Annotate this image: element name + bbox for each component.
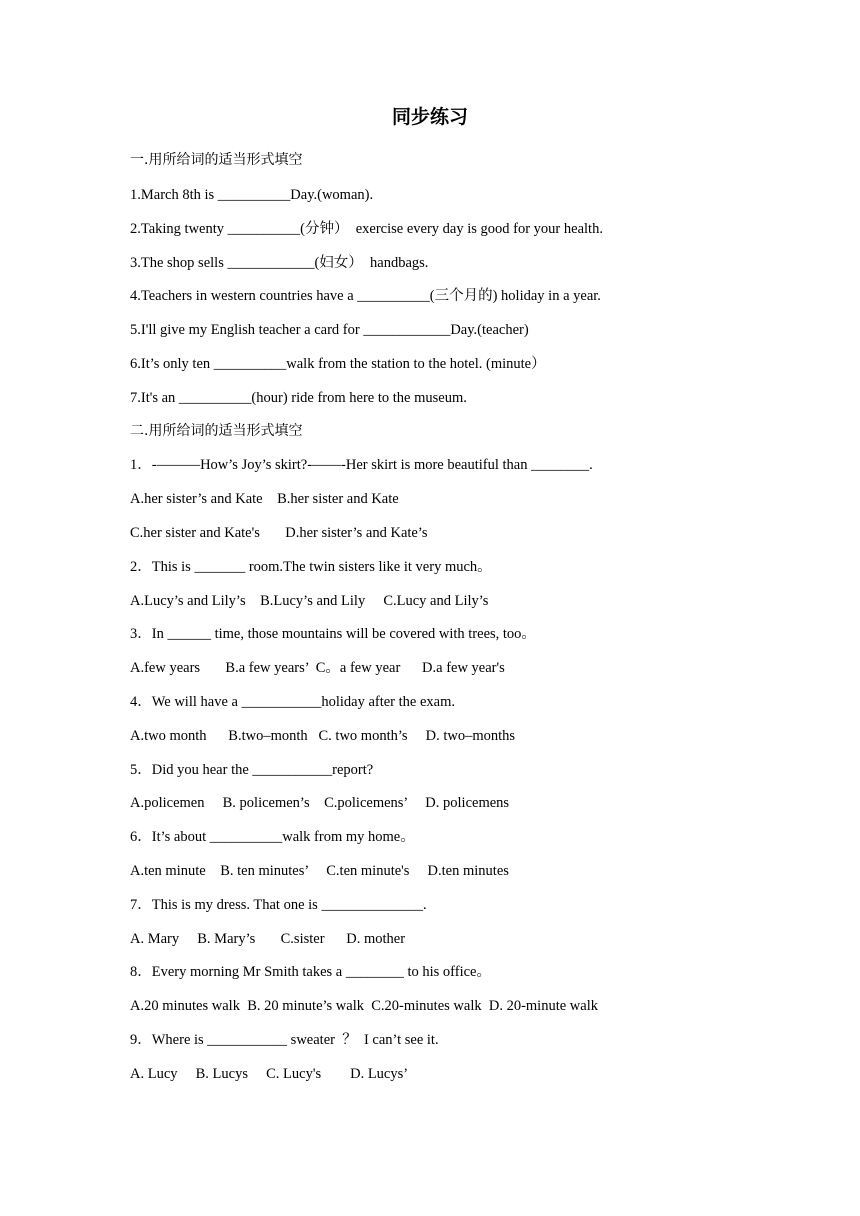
exercise-line: 1.March 8th is __________Day.(woman). xyxy=(130,187,374,203)
section-heading-1: 一.用所给词的适当形式填空 xyxy=(130,152,303,168)
question-line: 4．We will have a ___________holiday after the exam. xyxy=(130,694,455,710)
page-title: 同步练习 xyxy=(391,106,468,128)
options-line: A. Mary B. Mary’s C.sister D. mother xyxy=(130,931,406,947)
options-line: A.Lucy’s and Lily’s B.Lucy’s and Lily C.Lucy and Lily’s xyxy=(130,593,489,609)
question-line: 1．-———How’s Joy’s skirt?-——-Her skirt is more beautiful than ________. xyxy=(130,457,593,473)
question-line: 7．This is my dress. That one is ______________. xyxy=(130,897,427,913)
exercise-line: 7.It's an __________(hour) ride from here to the museum. xyxy=(130,390,467,406)
options-line: A.policemen B. policemen’s C.policemens’ D. policemens xyxy=(130,795,510,811)
options-line: A.ten minute B. ten minutes’ C.ten minute's D.ten minutes xyxy=(130,863,509,879)
exercise-line: 4.Teachers in western countries have a __________(三个月的) holiday in a year. xyxy=(130,288,601,304)
exercise-line: 6.It’s only ten __________walk from the station to the hotel. (minute） xyxy=(130,356,546,372)
options-line: C.her sister and Kate's D.her sister’s and Kate’s xyxy=(130,525,428,541)
question-line: 3．In ______ time, those mountains will be covered with trees, too。 xyxy=(130,626,536,642)
options-line: A.two month B.two–month C. two month’s D. two–months xyxy=(130,728,516,744)
exercise-line: 3.The shop sells ____________(妇女） handbags. xyxy=(130,255,429,271)
question-line: 5．Did you hear the ___________report? xyxy=(130,762,374,778)
exercise-line: 2.Taking twenty __________(分钟） exercise every day is good for your health. xyxy=(130,221,603,237)
question-line: 9．Where is ___________ sweater ？ I can’t see it. xyxy=(130,1032,439,1048)
question-line: 2．This is _______ room.The twin sisters like it very much。 xyxy=(130,559,492,575)
options-line: A.few years B.a few years’ C。a few year D.a few year's xyxy=(130,660,505,676)
question-line: 6．It’s about __________walk from my home。 xyxy=(130,829,415,845)
exercise-line: 5.I'll give my English teacher a card for ____________Day.(teacher) xyxy=(130,322,529,338)
question-line: 8．Every morning Mr Smith takes a ________ to his office。 xyxy=(130,964,491,980)
options-line: A. Lucy B. Lucys C. Lucy's D. Lucys’ xyxy=(130,1066,409,1082)
options-line: A.20 minutes walk B. 20 minute’s walk C.20-minutes walk D. 20-minute walk xyxy=(130,998,598,1014)
section-heading-2: 二.用所给词的适当形式填空 xyxy=(130,423,303,439)
options-line: A.her sister’s and Kate B.her sister and Kate xyxy=(130,491,399,507)
